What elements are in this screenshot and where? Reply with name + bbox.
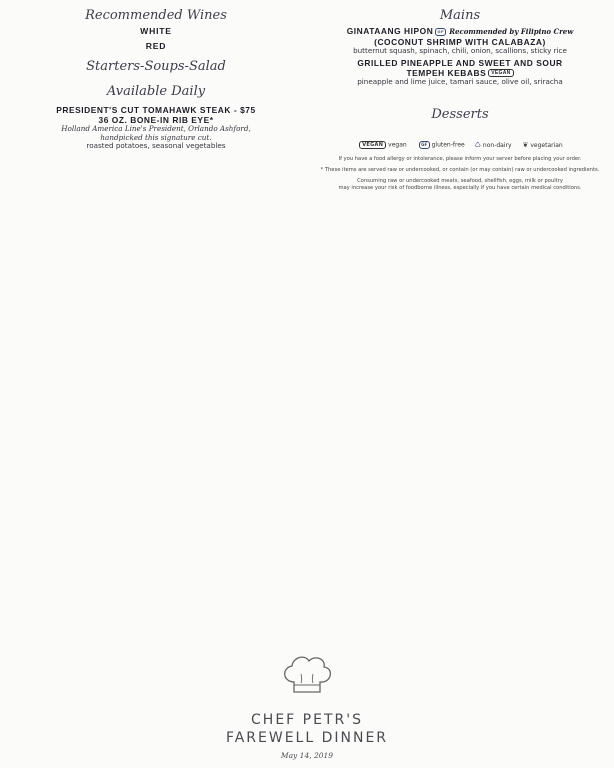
gluten-free-legend-icon: GF bbox=[419, 141, 430, 149]
right-column bbox=[312, 6, 608, 192]
gluten-free-legend-label: gluten-free bbox=[431, 141, 465, 149]
vegetarian-legend-icon: ❦ bbox=[522, 141, 529, 150]
ginataang-name: GINATAANG HIPON bbox=[346, 26, 434, 36]
non-dairy-legend-icon: ♺ bbox=[474, 141, 481, 150]
vegetarian-legend-label: vegetarian bbox=[530, 142, 563, 150]
chef-hat-icon bbox=[277, 652, 337, 696]
non-dairy-legend-label: non-dairy bbox=[482, 142, 512, 150]
pineapple-desc: pineapple and lime juice, tamari sauce, olive oil, sriracha bbox=[357, 76, 563, 86]
steak-name: PRESIDENT'S CUT TOMAHAWK STEAK - $75 bbox=[56, 105, 256, 115]
daily-heading: Available Daily bbox=[106, 84, 206, 99]
steak-note-1: Holland America Line's President, Orlando Ashford, bbox=[61, 124, 251, 133]
allergy-note: If you have a food allergy or intolerance, please inform your server before placing your order. bbox=[338, 156, 582, 163]
steak-name-2: 36 OZ. BONE-IN RIB EYE* bbox=[98, 115, 214, 125]
pineapple-name-2: TEMPEH KEBABS bbox=[406, 67, 487, 78]
gluten-free-icon: GF bbox=[435, 28, 446, 36]
ginataang-name-2: (COCONUT SHRIMP WITH CALABAZA) bbox=[374, 37, 546, 47]
footer-title-1: CHEF PETR'S bbox=[251, 712, 363, 728]
wines-heading: Recommended Wines bbox=[85, 8, 227, 23]
mains-heading: Mains bbox=[439, 8, 481, 23]
crew-note: Recommended by Filipino Crew bbox=[449, 27, 574, 36]
footer-title-2: FAREWELL DINNER bbox=[225, 730, 389, 746]
red-wine-label: RED bbox=[145, 41, 167, 51]
left-column bbox=[4, 6, 308, 151]
vegan-legend-icon: VEGAN bbox=[359, 141, 386, 149]
starters-heading: Starters-Soups-Salad bbox=[86, 59, 226, 74]
allergy-notes bbox=[312, 156, 608, 192]
white-wine-label: WHITE bbox=[140, 26, 172, 36]
steak-desc: roasted potatoes, seasonal vegetables bbox=[86, 141, 226, 151]
vegan-icon: VEGAN bbox=[488, 69, 513, 77]
steak-item bbox=[4, 105, 308, 151]
vegan-legend-label: vegan bbox=[388, 141, 407, 149]
consume-note-1: Consuming raw or undercooked meats, seafood, shellfish, eggs, milk or poultry bbox=[357, 178, 563, 185]
footer-date: May 14, 2019 bbox=[280, 751, 334, 760]
desserts-heading: Desserts bbox=[431, 107, 489, 123]
pineapple-item bbox=[312, 58, 608, 87]
pineapple-name: GRILLED PINEAPPLE AND SWEET AND SOUR bbox=[357, 57, 563, 68]
steak-note-2: handpicked this signature cut. bbox=[100, 132, 212, 142]
raw-note: * These items are served raw or undercooked, or contain (or may contain) raw or undercooked ingredients. bbox=[320, 167, 600, 174]
consume-note-2: may increase your risk of foodborne illness, especially if you have certain medical conditions. bbox=[338, 185, 582, 192]
dietary-legend bbox=[312, 141, 608, 149]
ginataang-desc: butternut squash, spinach, chili, onion, scallions, sticky rice bbox=[353, 46, 567, 55]
ginataang-item bbox=[312, 26, 608, 56]
